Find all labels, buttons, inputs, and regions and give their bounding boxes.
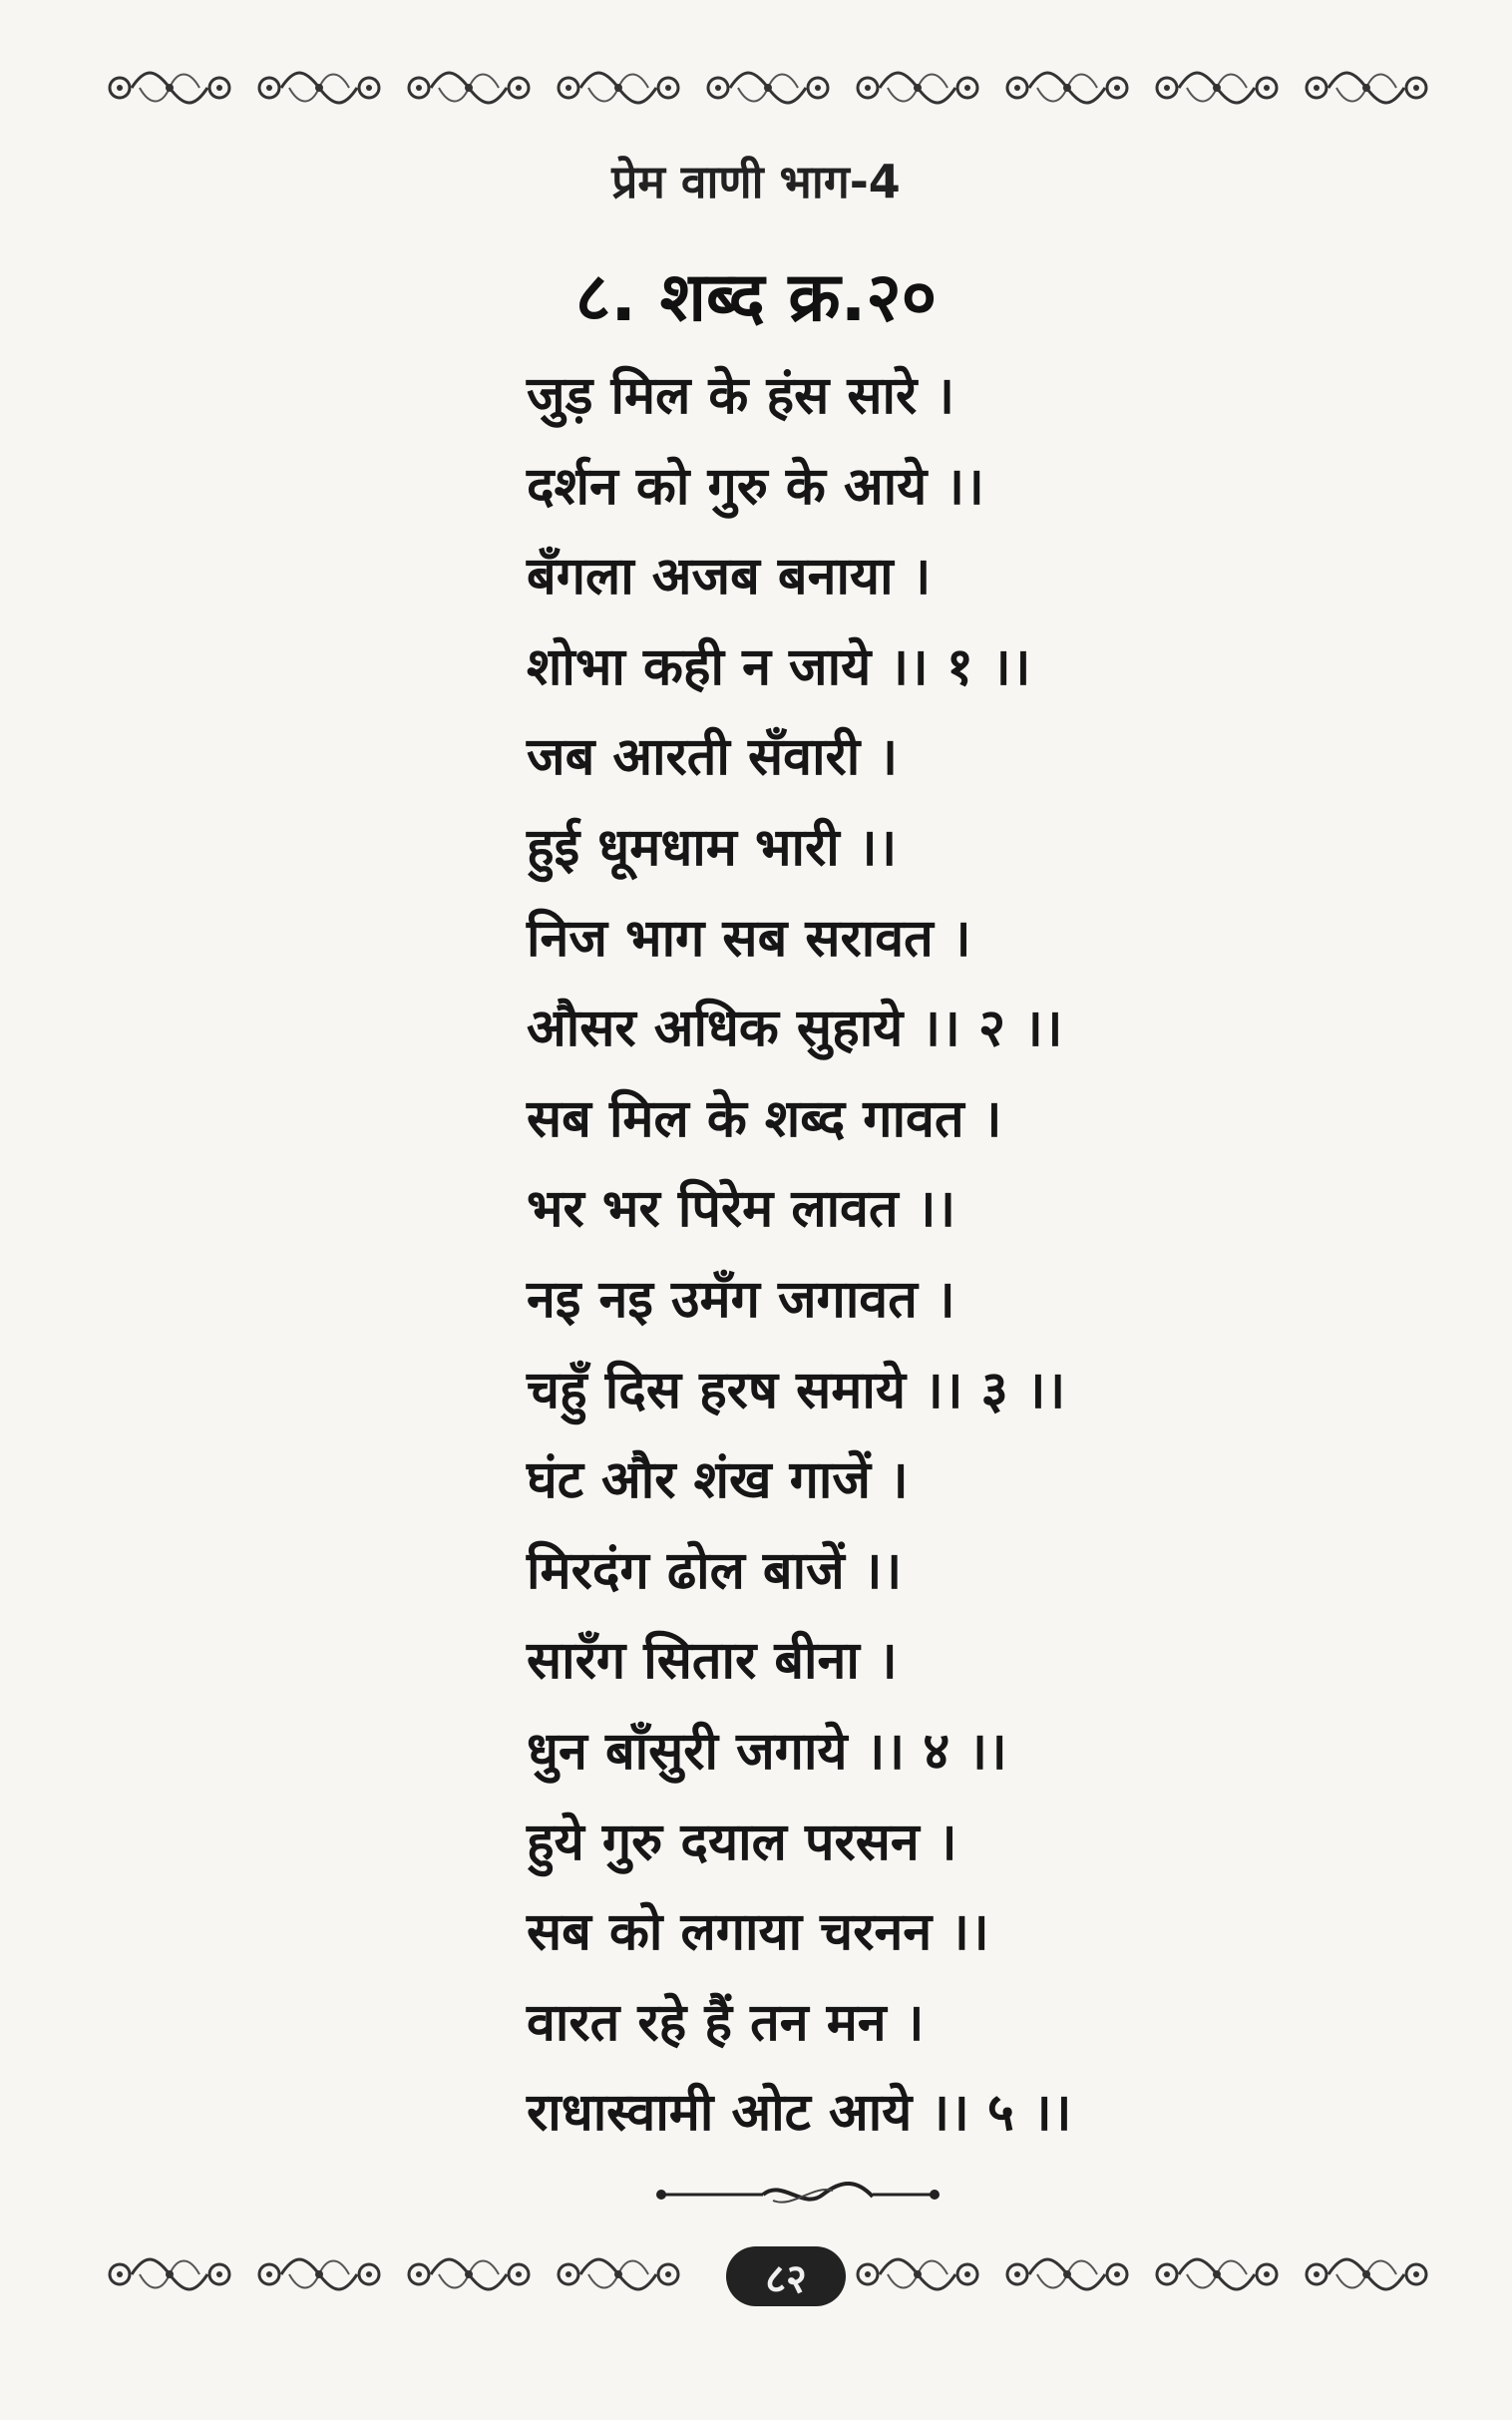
verse-line: सारँग सितार बीना । bbox=[527, 1631, 898, 1692]
verse-line: घंट और शंख गाजें । bbox=[527, 1450, 909, 1511]
verse-line: मिरदंग ढोल बाजें ।। bbox=[527, 1540, 903, 1601]
verse-line: शोभा कही न जाये ।। १ ।। bbox=[527, 636, 1031, 697]
verse-line: धुन बाँसुरी जगाये ।। ४ ।। bbox=[527, 1721, 1007, 1782]
verse-line: भर भर पिरेम लावत ।। bbox=[527, 1179, 956, 1240]
ornament-motif bbox=[997, 58, 1137, 118]
page-number-badge bbox=[726, 2246, 846, 2306]
verse-line: बँगला अजब बनाया । bbox=[527, 547, 932, 607]
ornament-motif bbox=[100, 2244, 239, 2304]
ornament-motif bbox=[1297, 2244, 1436, 2304]
verse-line: हुये गुरु दयाल परसन । bbox=[527, 1812, 957, 1872]
ornament-motif bbox=[399, 58, 539, 118]
ornament-motif bbox=[249, 58, 389, 118]
ornament-motif bbox=[1147, 2244, 1287, 2304]
verse-line: वारत रहे हैं तन मन । bbox=[527, 1992, 925, 2053]
page-number: ८२ bbox=[765, 2255, 807, 2302]
ornament-motif bbox=[1147, 58, 1287, 118]
ornament-motif bbox=[848, 2244, 987, 2304]
ornament-motif bbox=[698, 58, 838, 118]
verse-line: राधास्वामी ओट आये ।। ५ ।। bbox=[527, 2083, 1072, 2144]
ornament-motif bbox=[549, 2244, 688, 2304]
page-title: ८. शब्द क्र.२० bbox=[574, 258, 938, 337]
ornament-motif bbox=[100, 58, 239, 118]
verse-line: औसर अधिक सुहाये ।। २ ।। bbox=[527, 999, 1063, 1059]
verse-line: चहुँ दिस हरष समाये ।। ३ ।। bbox=[527, 1360, 1066, 1420]
ornament-motif bbox=[848, 58, 987, 118]
verse-line: दर्शन को गुरु के आये ।। bbox=[527, 456, 984, 517]
verse-block bbox=[527, 351, 1285, 2159]
ornament-motif bbox=[249, 2244, 389, 2304]
ornament-motif bbox=[1297, 58, 1436, 118]
ornament-motif bbox=[549, 58, 688, 118]
running-header: प्रेम वाणी भाग-4 bbox=[611, 155, 901, 208]
ornament-motif bbox=[399, 2244, 539, 2304]
verse-line: सब को लगाया चरनन ।। bbox=[527, 1902, 989, 1963]
verse-line: नइ नइ उमँग जगावत । bbox=[527, 1269, 955, 1330]
verse-line: हुई धूमधाम भारी ।। bbox=[527, 817, 898, 878]
verse-line: निज भाग सब सरावत । bbox=[527, 908, 971, 969]
ornament-motif bbox=[997, 2244, 1137, 2304]
end-divider-flourish bbox=[653, 2175, 943, 2215]
verse-line: जुड़ मिल के हंस सारे । bbox=[527, 366, 955, 426]
verse-line: जब आरती सँवारी । bbox=[527, 727, 899, 788]
verse-line: सब मिल के शब्द गावत । bbox=[527, 1088, 1002, 1149]
top-ornamental-border bbox=[100, 48, 1436, 128]
